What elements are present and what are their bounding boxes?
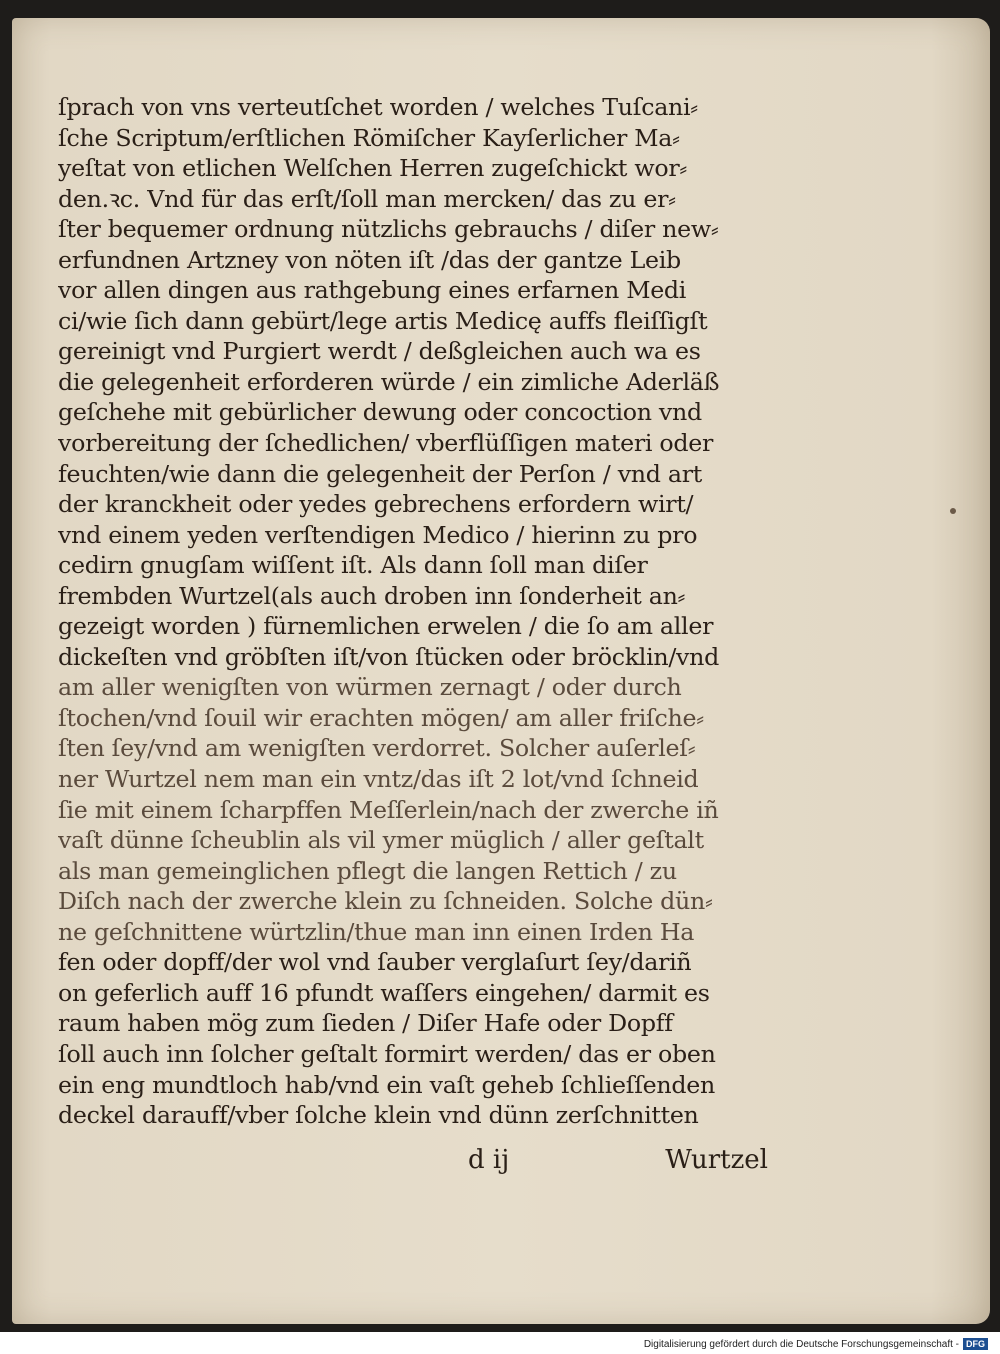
text-line: ſtochen/vnd ſouil wir erachten mögen/ am aller friſche⸗ (58, 703, 704, 732)
text-line: gezeigt worden ) fürnemlichen erwelen / die ſo am aller (58, 612, 714, 641)
text-line: den.ꝛc. Vnd für das erſt/ſoll man mercken/ das zu er⸗ (58, 184, 676, 213)
text-line: frembden Wurtzel(als auch droben inn ſonderheit an⸗ (58, 581, 686, 610)
text-line: ner Wurtzel nem man ein vntz/das iſt 2 lot/vnd ſchneid (58, 765, 699, 794)
text-line: ſten ſey/vnd am wenigſten verdorret. Solcher auſerleſ⸗ (58, 734, 696, 763)
text-line: als man gemeinglichen pflegt die langen Rettich / zu (58, 856, 677, 885)
text-line: ſche Scriptum/erſtlichen Römiſcher Kayſerlicher Ma⸗ (58, 123, 680, 152)
text-line: die gelegenheit erforderen würde / ein zimliche Aderläß (58, 367, 720, 396)
signature-mark: d ij (468, 1145, 510, 1175)
text-line: geſchehe mit gebürlicher dewung oder concoction vnd (58, 398, 702, 427)
text-line: on geferlich auff 16 pfundt waſſers eingehen/ darmit es (58, 978, 710, 1007)
body-text (58, 92, 778, 1131)
text-line: vorbereitung der ſchedlichen/ vberflüſſigen materi oder (58, 429, 714, 458)
text-line: ci/wie ſich dann gebürt/lege artis Medicę auffs fleiſſigſt (58, 306, 708, 335)
text-line: fen oder dopff/der wol vnd ſauber verglaſurt ſey/dariñ (58, 948, 692, 977)
page-footer (58, 1145, 778, 1179)
text-line: ne geſchnittene würtzlin/thue man inn einen Irden Ha (58, 917, 695, 946)
text-line: ein eng mundtloch hab/vnd ein vaſt geheb ſchlieſſenden (58, 1070, 715, 1099)
dfg-logo-icon: DFG (963, 1338, 988, 1350)
text-line: ſoll auch inn ſolcher geſtalt formirt werden/ das er oben (58, 1039, 716, 1068)
text-line: ſie mit einem ſcharpffen Meſſerlein/nach der zwerche iñ (58, 795, 719, 824)
text-line: feuchten/wie dann die gelegenheit der Perſon / vnd art (58, 459, 702, 488)
text-line: der kranckheit oder yedes gebrechens erfordern wirt/ (58, 490, 694, 519)
text-line: vor allen dingen aus rathgebung eines erfarnen Medi (58, 276, 687, 305)
text-line: raum haben mög zum ſieden / Diſer Hafe oder Dopff (58, 1009, 673, 1038)
text-line: deckel darauff/vber ſolche klein vnd dünn zerſchnitten (58, 1101, 699, 1130)
paper-stain (950, 508, 956, 514)
credit-text: Digitalisierung gefördert durch die Deutsche Forschungsgemeinschaft - (643, 1338, 959, 1350)
text-line: erfundnen Artzney von nöten iſt /das der gantze Leib (58, 245, 681, 274)
text-line: cedirn gnugſam wiſſent iſt. Als dann ſoll man diſer (58, 551, 648, 580)
text-line: yeſtat von etlichen Welſchen Herren zugeſchickt wor⸗ (58, 154, 687, 183)
text-line: vaſt dünne ſcheublin als vil ymer müglich / aller geſtalt (58, 826, 704, 855)
text-line: gereinigt vnd Purgiert werdt / deßgleichen auch wa es (58, 337, 701, 366)
text-line: am aller wenigſten von würmen zernagt / oder durch (58, 673, 682, 702)
catchword: Wurtzel (665, 1145, 768, 1175)
digitization-credit (644, 1338, 988, 1350)
text-line: vnd einem yeden verſtendigen Medico / hierinn zu pro (58, 520, 698, 549)
text-line: dickeſten vnd gröbſten iſt/von ſtücken oder bröcklin/vnd (58, 642, 719, 671)
text-line: ſter bequemer ordnung nützlichs gebrauchs / diſer new⸗ (58, 215, 719, 244)
text-line: Diſch nach der zwerche klein zu ſchneiden. Solche dün⸗ (58, 887, 713, 916)
text-line: ſprach von vns verteutſchet worden / welches Tuſcani⸗ (58, 93, 698, 121)
